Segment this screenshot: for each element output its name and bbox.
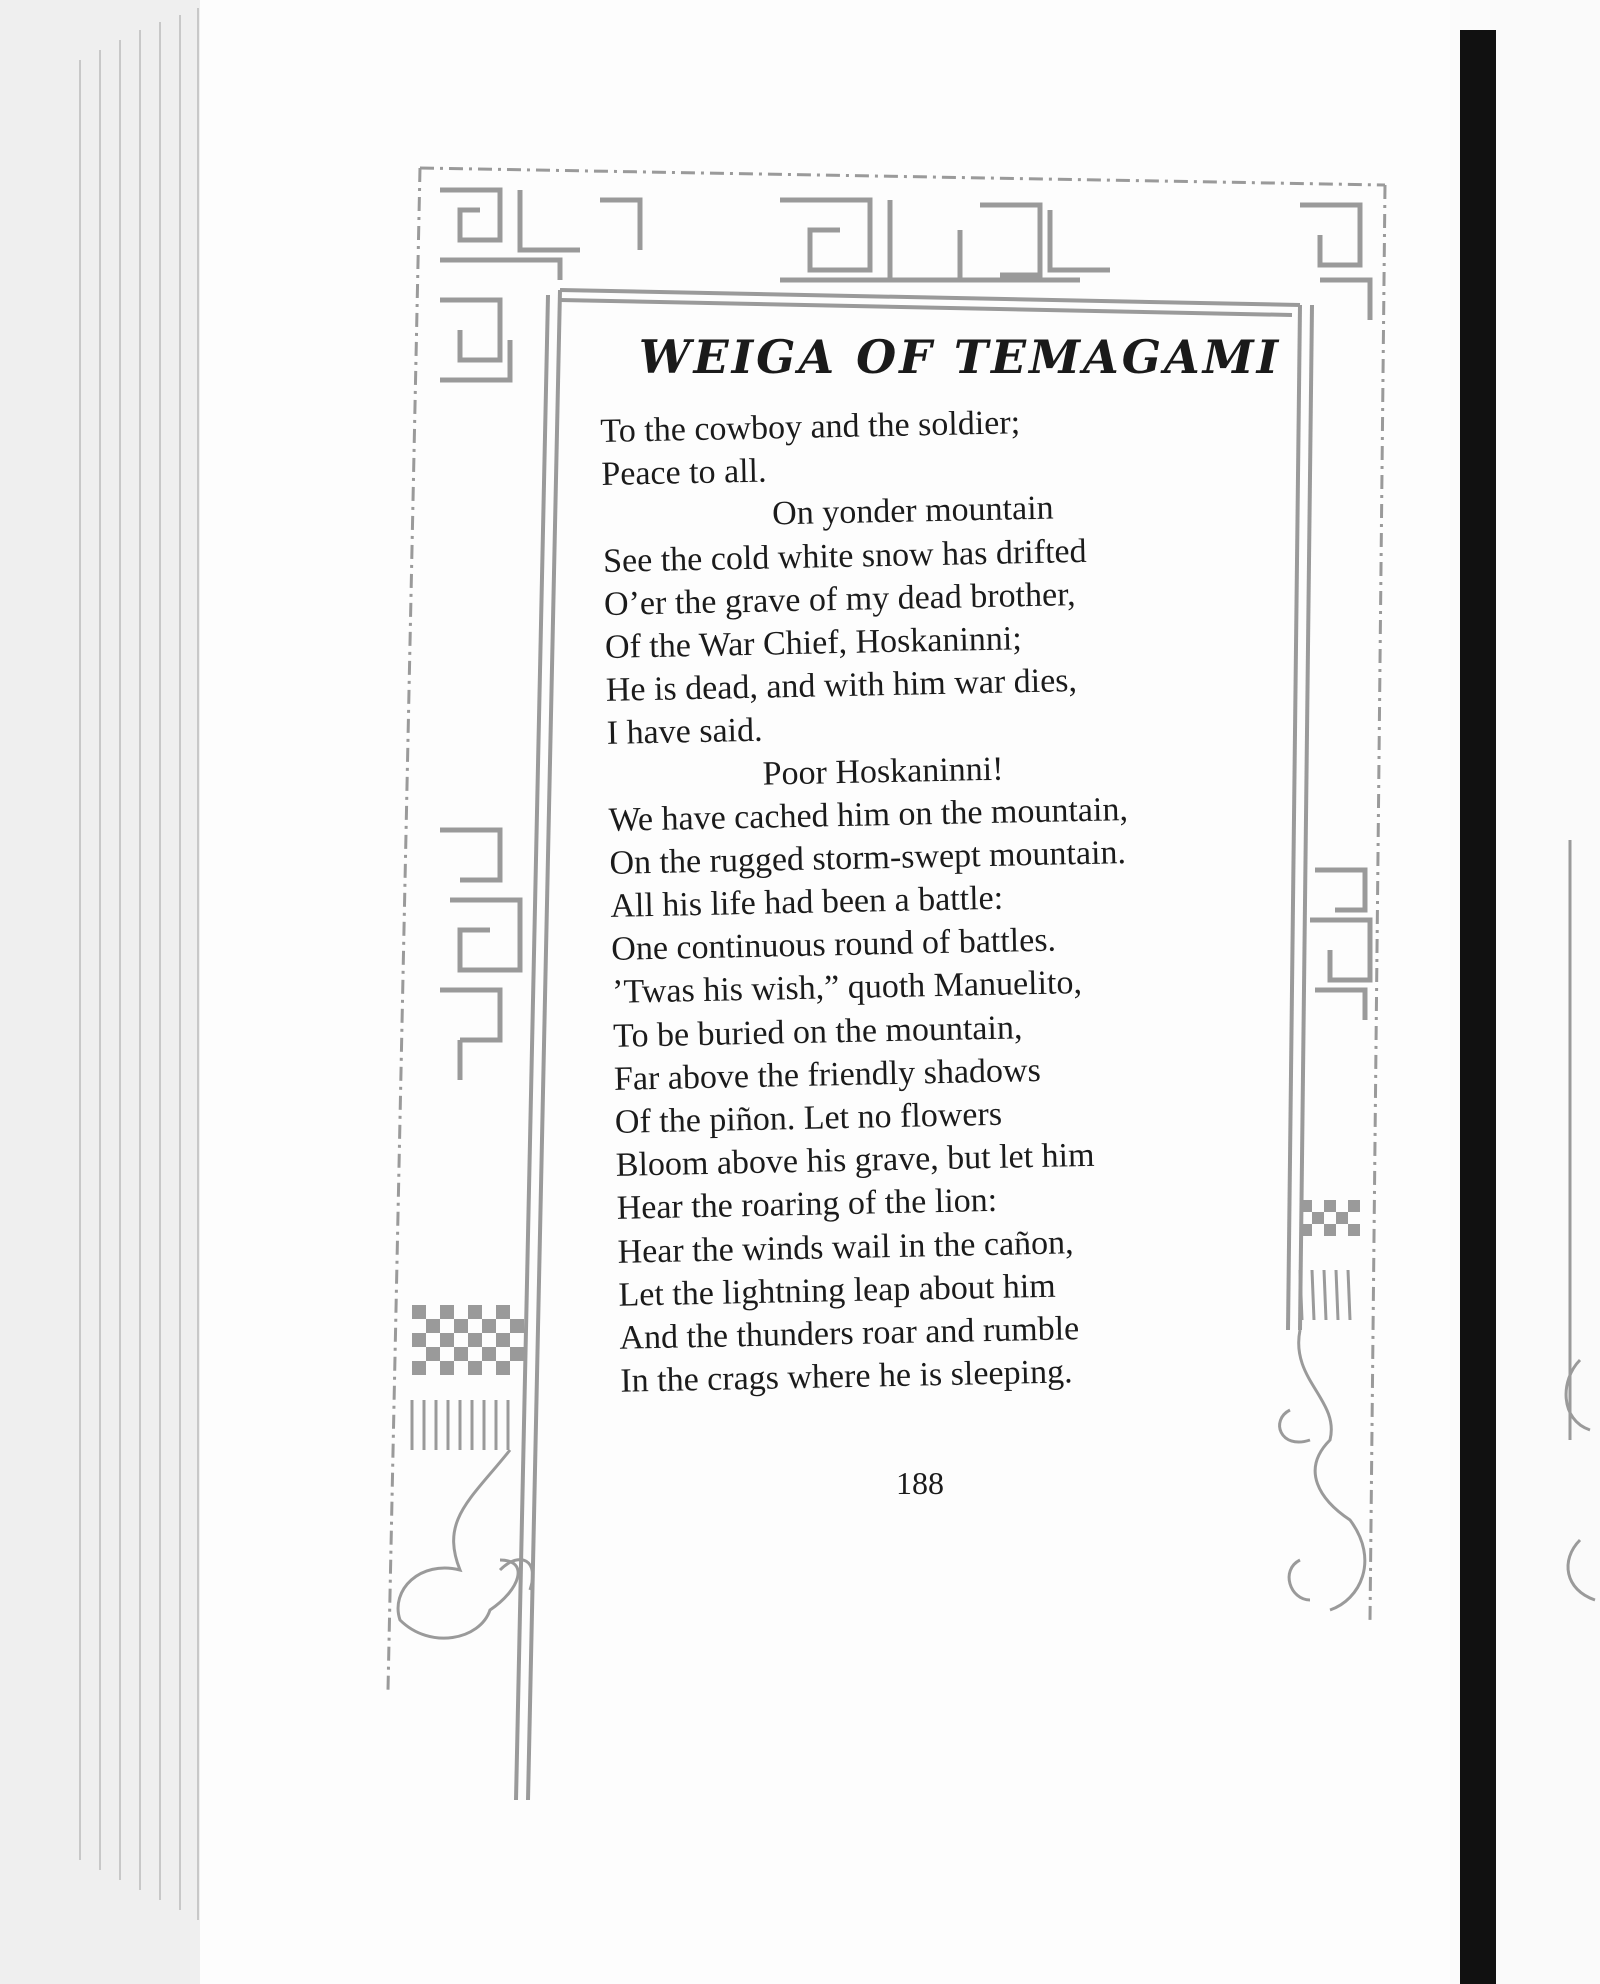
meander-left <box>440 300 520 1080</box>
page-number: 188 <box>896 1465 944 1501</box>
poem-line: See the cold white snow has drifted <box>602 532 1087 580</box>
poem-line: One continuous round of battles. <box>610 921 1057 969</box>
poem-line: And the thunders roar and rumble <box>619 1310 1080 1357</box>
poem-line: On the rugged storm-swept mountain. <box>609 833 1127 882</box>
poem-line: Hear the winds wail in the cañon, <box>617 1223 1074 1271</box>
checker-tassel-right <box>1300 1200 1360 1236</box>
poem-line: He is dead, and with him war dies, <box>605 662 1078 710</box>
poem-line: Poor Hoskaninni! <box>762 750 1004 793</box>
fringe-right <box>1300 1270 1350 1320</box>
poem-line: Hear the roaring of the lion: <box>616 1182 998 1228</box>
poem-line: Far above the friendly shadows <box>613 1051 1042 1098</box>
fringe-left <box>412 1400 508 1450</box>
poem-title: WEIGA OF TEMAGAMI <box>638 330 1282 384</box>
poem-line: We have cached him on the mountain, <box>608 790 1129 839</box>
poem-line: Let the lightning leap about him <box>618 1267 1057 1314</box>
poem-line: On yonder mountain <box>771 489 1054 533</box>
poem-lines <box>600 397 1241 1403</box>
poem-line: Of the piñon. Let no flowers <box>614 1095 1003 1141</box>
poem-line: I have said. <box>606 711 763 753</box>
page-stack-lines <box>80 8 198 1920</box>
poem-line: Bloom above his grave, but let him <box>615 1136 1095 1185</box>
poem-line: Peace to all. <box>600 452 767 494</box>
swirl-right <box>1280 1330 1365 1610</box>
poem-line: In the crags where he is sleeping. <box>619 1353 1073 1400</box>
poem-line: To the cowboy and the soldier; <box>600 404 1021 450</box>
facing-page-ornament <box>1566 840 1595 1600</box>
poem-line: O’er the grave of my dead brother, <box>603 575 1076 623</box>
poem-line: All his life had been a battle: <box>610 879 1004 925</box>
meander-right <box>1310 870 1370 1020</box>
poem-line: ’Twas his wish,” quoth Manuelito, <box>611 964 1083 1012</box>
checker-tassel-left <box>412 1305 524 1375</box>
swirl-left <box>398 1450 533 1638</box>
poem-line: Of the War Chief, Hoskaninni; <box>604 620 1023 666</box>
poem-line: To be buried on the mountain, <box>612 1008 1023 1055</box>
